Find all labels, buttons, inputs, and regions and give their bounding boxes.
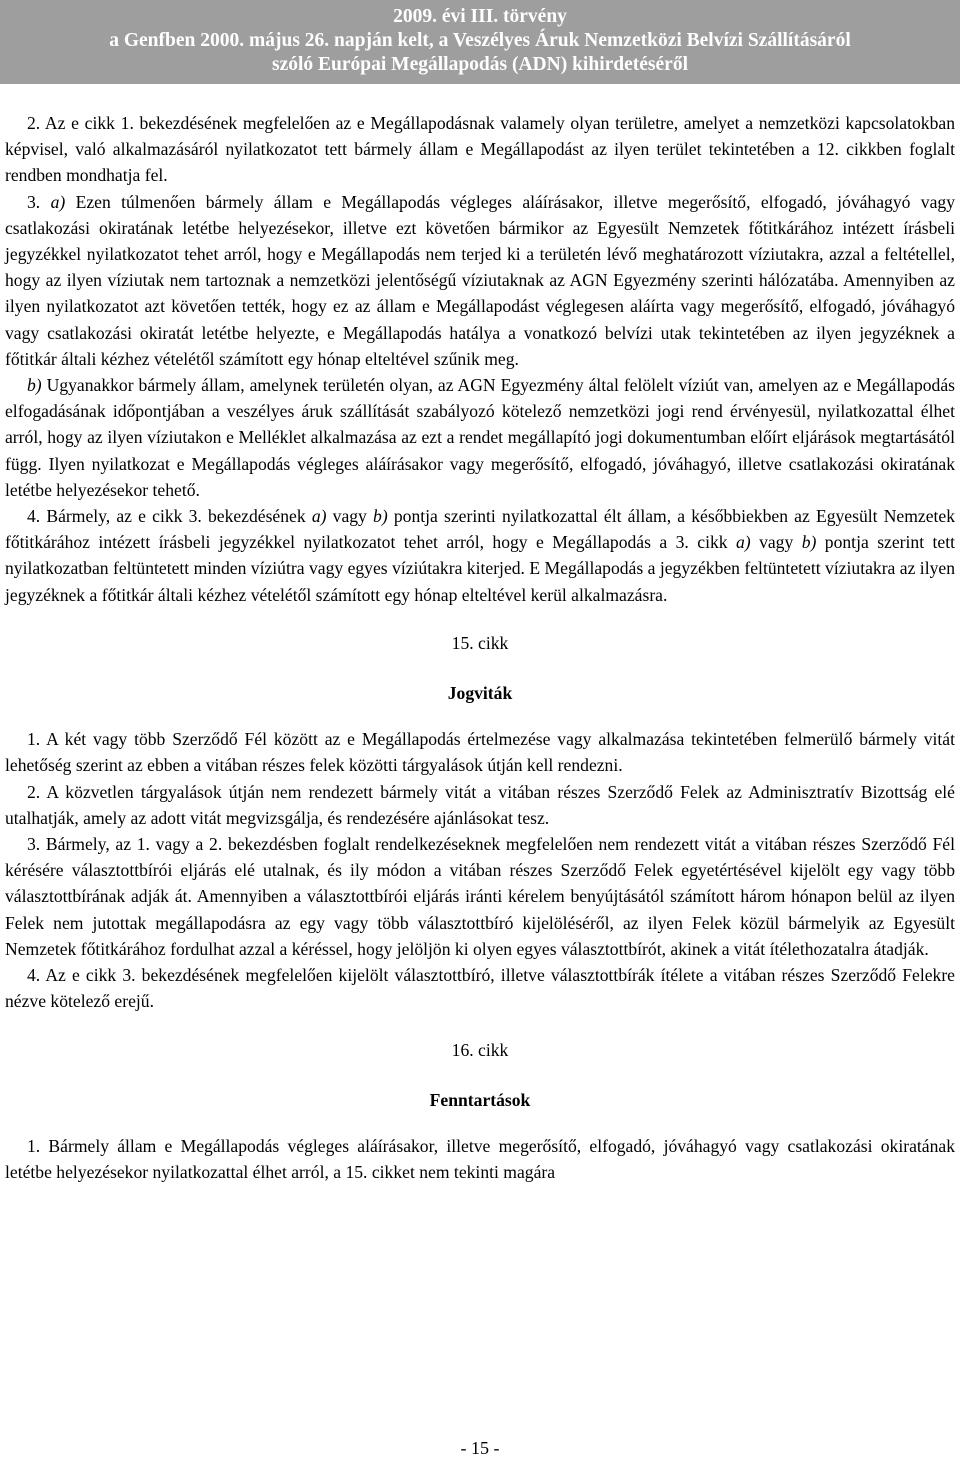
point-b-marker: b) (27, 375, 42, 396)
header-line-1: 2009. évi III. törvény (393, 6, 567, 27)
art14-p4-text-5: pontja szerint tett nyilatkozatban feltüntetett minden víziútra vagy egyes víziútakra kiterjed. E Megállapodás a jegyzékben feltüntetett víziutakra az ilyen jegyzéknek a főtitkár általi kézhez vételétől számított egy hónap elteltével kerül alkalmazásra. (5, 532, 955, 605)
art14-p3b-text: Ugyanakkor bármely állam, amelynek területén olyan, az AGN Egyezmény által felölelt víziút van, amelyen az e Megállapodás elfogadásának időpontjában a veszélyes áruk szállítását szabályozó kötelező nemzetközi jogi rend érvényesül, nyilatkozattal élhet arról, hogy az ilyen víziutakon e Melléklet alkalmazása az ezt a rendet megállapító jogi dokumentumban előírt eljárások megtartásától függ. Ilyen nyilatkozat e Megállapodás végleges aláírásakor vagy megerősítő, elfogadó, jóváhagyó, illetve csatlakozási okiratának letétbe helyezésekor tehető. (5, 375, 955, 500)
art15-paragraph-3: 3. Bármely, az 1. vagy a 2. bekezdésben foglalt rendelkezéseknek megfelelően nem rendezett vitát a vitában részes Szerződő Fél kérésére választottbírói eljárás elé utalnak, és ily módon a vitában részes Szerződő Felek egyetértésével kijelölt egy vagy több választottbírának adják át. Amennyiben a választottbírói eljárás iránti kérelem benyújtásától számított három hónapon belül az ilyen Felek nem jutottak megállapodásra az egy vagy több választottbíró kijelöléséről, az ilyen Felek közül bármelyik az Egyesült Nemzetek főtitkárához fordulhat azzal a kéréssel, hogy jelöljön ki olyen egyes választottbírót, akinek a vitát ítélethozatalra átadják. (5, 834, 955, 959)
art14-p3-number: 3. (27, 191, 51, 212)
art15-paragraph-2: 2. A közvetlen tárgyalások útján nem rendezett bármely vitát a vitában részes Szerződő Felek az Adminisztratív Bizottság elé utalhatják, amely az adott vitát megvizsgálja, és rendezésére ajánlásokat tesz. (5, 781, 955, 828)
art14-paragraph-3b (5, 372, 955, 503)
art14-paragraph-2: 2. Az e cikk 1. bekezdésének megfelelően az e Megállapodásnak valamely olyan területre, amelyet a nemzetközi kapcsolatokban képvisel, való alkalmazásáról nyilatkozatot tett bármely állam e Megállapodást az ilyen terület tekintetében a 12. cikkben foglalt rendben mondhatja fel. (5, 113, 955, 186)
point-marker: b) (373, 506, 388, 527)
art14-paragraph-4 (5, 503, 955, 608)
point-marker: b) (801, 532, 817, 553)
point-marker: a) (735, 532, 751, 553)
document-header (0, 0, 960, 84)
point-a-marker: a) (50, 191, 66, 212)
document-body (5, 110, 955, 1185)
header-line-3: szóló Európai Megállapodás (ADN) kihirdetéséről (272, 54, 688, 75)
art14-p4-text-1: 4. Bármely, az e cikk 3. bekezdésének (27, 506, 312, 527)
art14-p4-text-2: vagy (326, 506, 374, 527)
article-16-title: Fenntartások (429, 1089, 531, 1110)
article-15-title: Jogviták (447, 683, 513, 704)
article-16-number: 16. cikk (451, 1039, 509, 1060)
header-line-2: a Genfben 2000. május 26. napján kelt, a Veszélyes Áruk Nemzetközi Belvízi Szállításáról (109, 30, 851, 51)
point-marker: a) (311, 506, 327, 527)
art14-p4-text-3: pontja szerinti nyilatkozattal élt állam, a későbbiekben az Egyesült Nemzetek főtitkárához intézett írásbeli jegyzékkel nyilatkozatot tehet arról, hogy e Megállapodás a 3. cikk (5, 506, 956, 553)
article-15-number: 15. cikk (451, 632, 509, 653)
art16-paragraph-1: 1. Bármely állam e Megállapodás végleges aláírásakor, illetve megerősítő, elfogadó, jóváhagyó vagy csatlakozási okiratának letétbe helyezésekor nyilatkozattal élhet arról, a 15. cikket nem tekinti magára (5, 1135, 955, 1183)
art15-paragraph-4: 4. Az e cikk 3. bekezdésének megfelelően kijelölt választottbíró, illetve választottbírák ítélete a vitában részes Szerződő Felekre nézve kötelező erejű. (5, 965, 955, 1012)
art14-p3a-text: Ezen túlmenően bármely állam e Megállapodás végleges aláírásakor, illetve megerősítő, elfogadó, jóváhagyó vagy csatlakozási okiratának letétbe helyezésekor, illetve ezt követően bármikor az Egyesült Nemzetek főtitkárához intézett írásbeli jegyzékkel nyilatkozatot tehet arról, hogy e Megállapodás nem terjed ki a területén lévő meghatározott víziutakra, azzal a feltétellel, hogy az ilyen víziutak nem tartoznak a nemzetközi jelentőségű víziutaknak az AGN Egyezmény szerinti hálózatába. Amennyiben az ilyen nyilatkozatot azt követően tették, hogy ez az állam e Megállapodást véglegesen aláírta vagy megerősítő, elfogadó, jóváhagyó vagy csatlakozási okiratát letétbe helyezte, e Megállapodás hatálya a vonatkozó belvízi utak tekintetében az ilyen jegyzéknek a főtitkár általi kézhez vételétől számított egy hónap elteltével szűnik meg. (5, 191, 955, 369)
art14-paragraph-3a (5, 189, 955, 372)
page-number: - 15 - (460, 1438, 500, 1458)
art14-p4-text-4: vagy (750, 532, 802, 553)
art15-paragraph-1: 1. A két vagy több Szerződő Fél között az e Megállapodás értelmezése vagy alkalmazása tekintetében felmerülő bármely vitát lehetőség szerint az ebben a vitában részes felek közötti tárgyalások útján kell rendezni. (5, 729, 955, 776)
